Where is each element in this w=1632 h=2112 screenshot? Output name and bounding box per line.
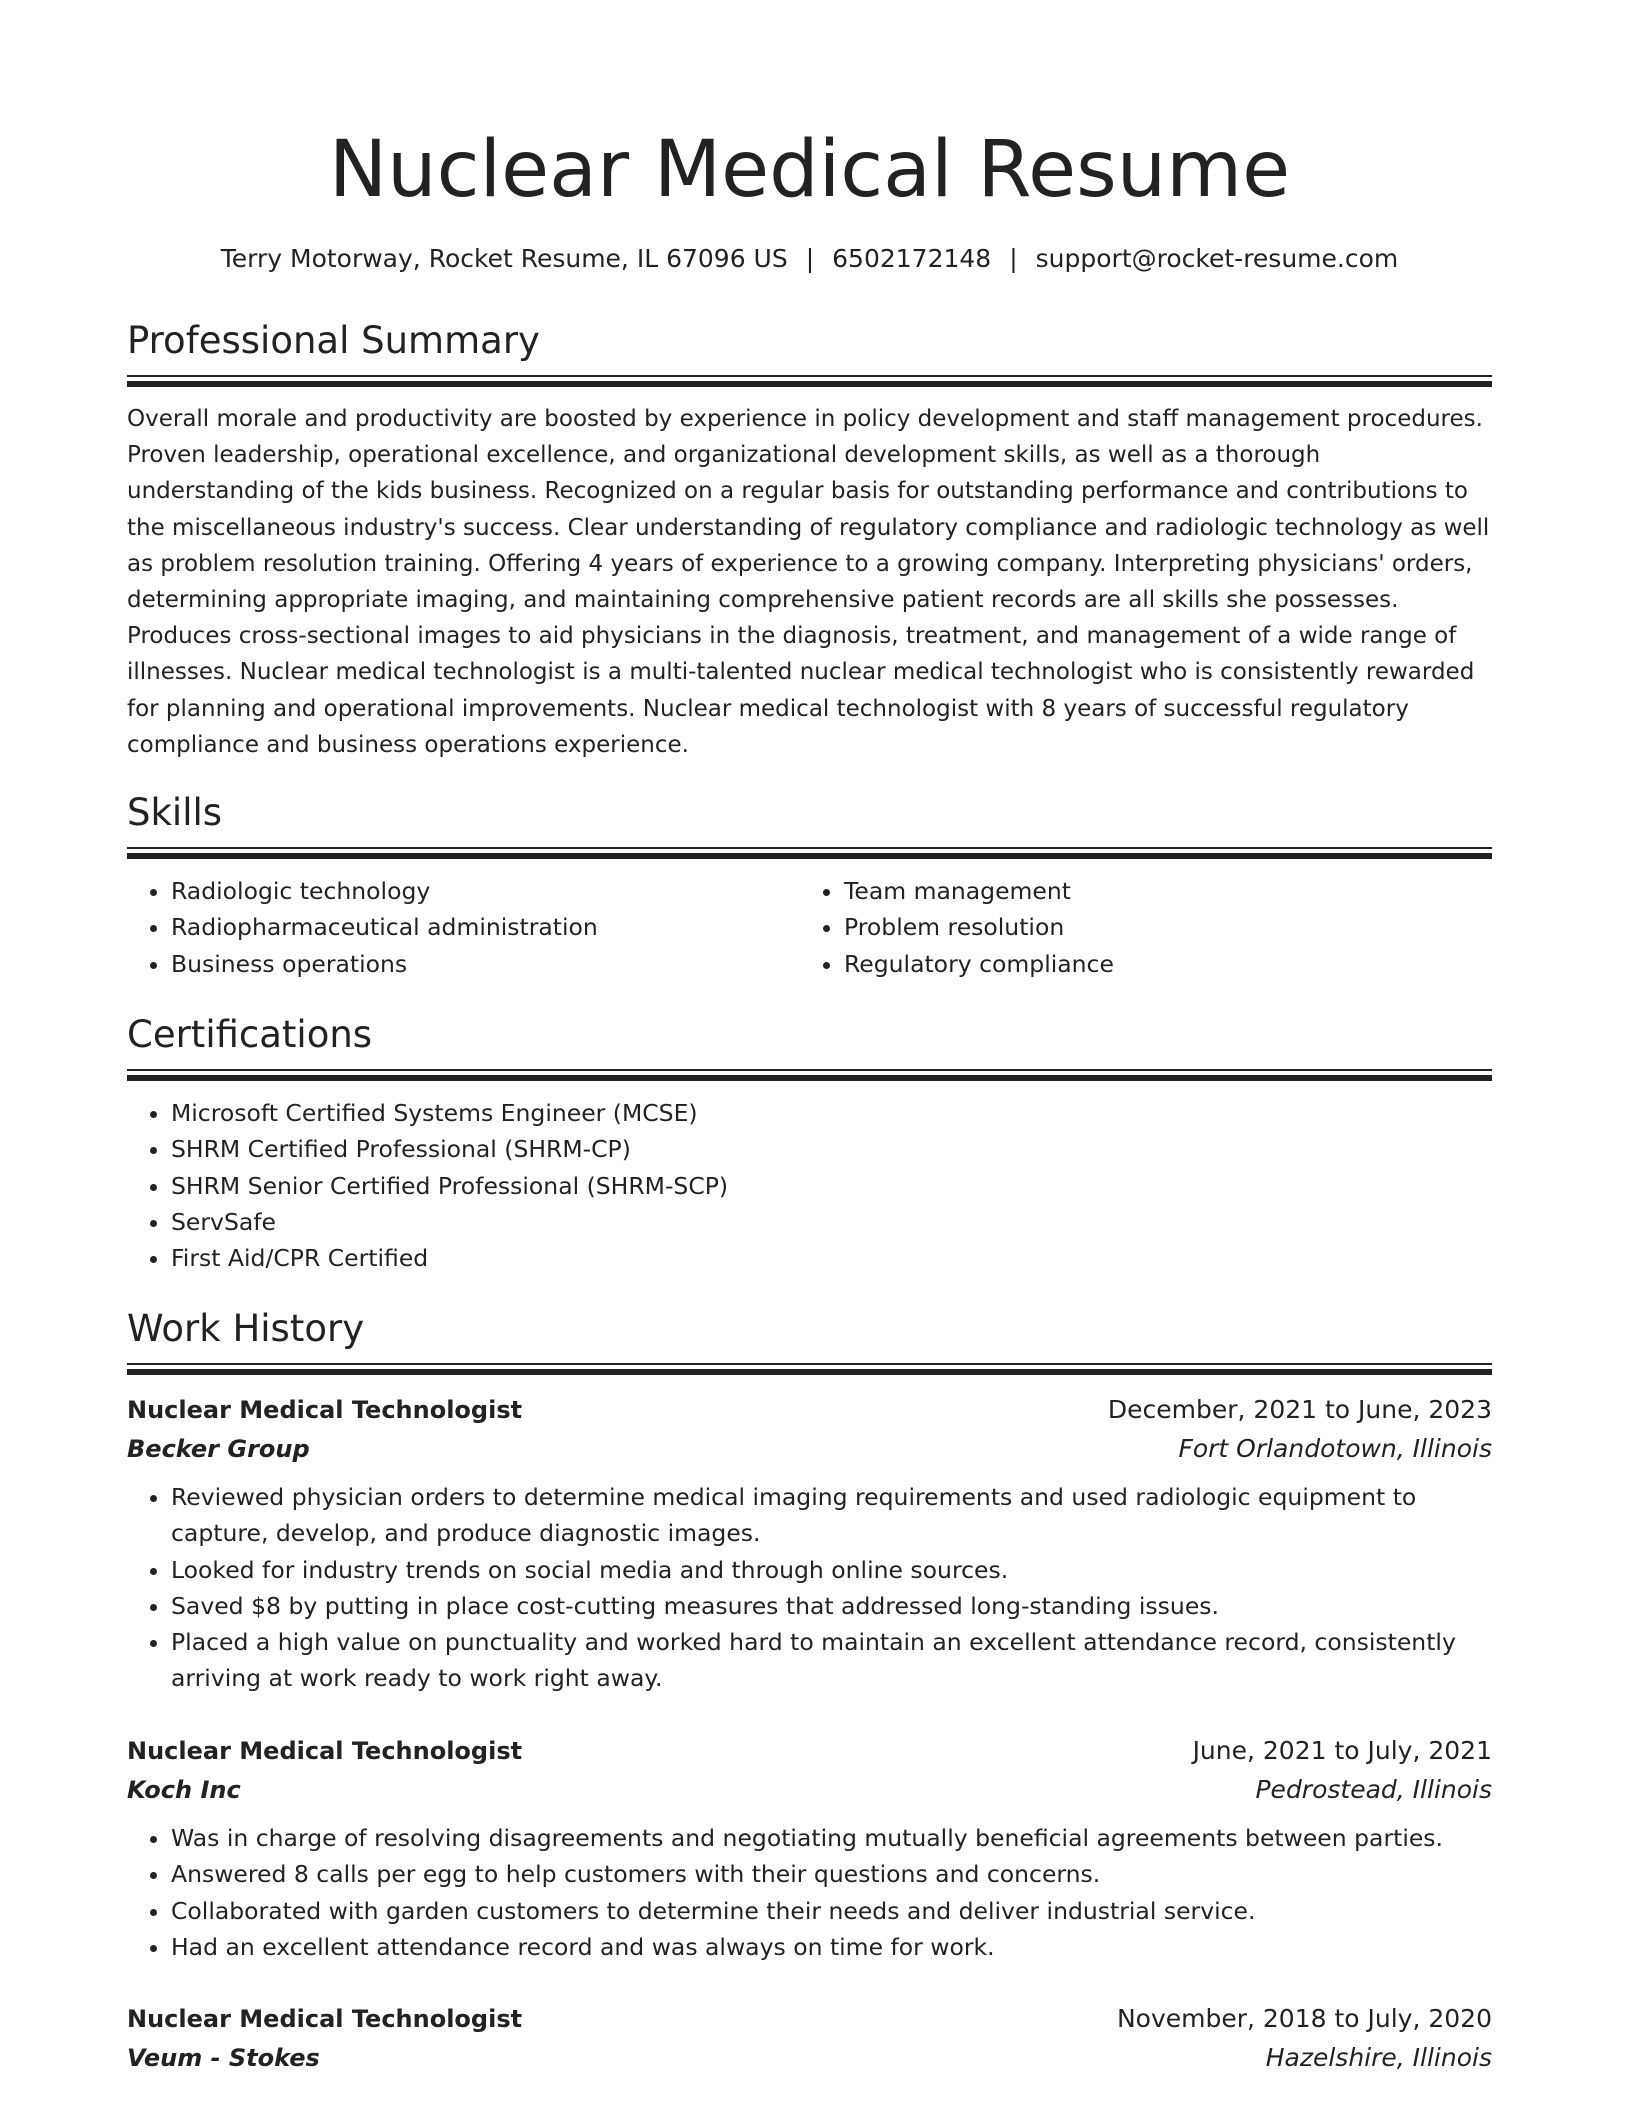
- job-dates: November, 2018 to July, 2020: [1116, 2004, 1492, 2033]
- section-divider: [127, 1069, 1492, 1071]
- job-location: Fort Orlandotown, Illinois: [1178, 1434, 1492, 1463]
- job-location: Pedrostead, Illinois: [1255, 1775, 1492, 1804]
- skills-columns: [127, 859, 1492, 982]
- job-company-row: [127, 1429, 1492, 1469]
- job-header-row: [127, 1391, 1492, 1429]
- job-entry: [127, 1391, 1492, 1697]
- skill-item: • Radiopharmaceutical administration: [171, 909, 800, 945]
- skills-list-right: [800, 873, 1473, 982]
- work-history-section: [127, 1305, 1492, 1375]
- skill-item: • Team management: [844, 873, 1473, 909]
- certification-item: • Microsoft Certified Systems Engineer (MCSE): [171, 1095, 1492, 1131]
- job-entry: [127, 1732, 1492, 1965]
- section-divider: [127, 381, 1492, 387]
- section-heading: Skills: [127, 791, 223, 834]
- skills-list-left: [127, 873, 800, 982]
- section-heading: Work History: [127, 1307, 365, 1350]
- resume-content: [127, 0, 1492, 2072]
- job-dates: December, 2021 to June, 2023: [1107, 1395, 1492, 1424]
- contact-separator: |: [1009, 244, 1018, 273]
- job-bullet: • Saved $8 by putting in place cost-cutting measures that addressed long-standing issues.: [171, 1588, 1492, 1624]
- job-company: Koch Inc: [127, 1776, 241, 1804]
- certification-item: • First Aid/CPR Certified: [171, 1240, 1492, 1276]
- job-title: Nuclear Medical Technologist: [127, 1737, 523, 1765]
- contact-separator: |: [805, 244, 815, 273]
- job-title: Nuclear Medical Technologist: [127, 2005, 523, 2033]
- skills-section: [127, 789, 1492, 982]
- job-bullet: • Answered 8 calls per egg to help customers with their questions and concerns.: [171, 1856, 1492, 1892]
- job-bullet: • Looked for industry trends on social media and through online sources.: [171, 1552, 1492, 1588]
- section-divider: [127, 847, 1492, 849]
- job-bullet: • Had an excellent attendance record and was always on time for work.: [171, 1929, 1492, 1965]
- section-divider: [127, 1363, 1492, 1365]
- resume-title: Nuclear Medical Resume: [328, 125, 1291, 215]
- contact-email: support@rocket-resume.com: [1035, 244, 1399, 273]
- job-company-row: [127, 1770, 1492, 1810]
- section-divider: [127, 1369, 1492, 1375]
- job-bullet: • Placed a high value on punctuality and worked hard to maintain an excellent attendance record, consistently arriving at work ready to work right away.: [171, 1624, 1492, 1697]
- section-heading: Professional Summary: [127, 319, 540, 362]
- skill-item: • Problem resolution: [844, 909, 1473, 945]
- certification-item: • SHRM Senior Certified Professional (SHRM-SCP): [171, 1168, 1492, 1204]
- certifications-list: [127, 1095, 1492, 1276]
- skill-item: • Radiologic technology: [171, 873, 800, 909]
- summary-section: [127, 317, 1492, 763]
- skill-item: • Regulatory compliance: [844, 946, 1473, 982]
- contact-address: Terry Motorway, Rocket Resume, IL 67096 US: [220, 244, 788, 273]
- job-location: Hazelshire, Illinois: [1265, 2043, 1492, 2072]
- job-company: Becker Group: [127, 1435, 310, 1463]
- job-company-row: [127, 2038, 1492, 2078]
- job-header-row: [127, 1732, 1492, 1770]
- job-bullets: [127, 1820, 1492, 1965]
- contact-line: [127, 242, 1492, 276]
- job-bullet: • Reviewed physician orders to determine medical imaging requirements and used radiologic equipment to capture, develop, and produce diagnostic images.: [171, 1479, 1492, 1552]
- certification-item: • SHRM Certified Professional (SHRM-CP): [171, 1131, 1492, 1167]
- job-bullet: • Collaborated with garden customers to determine their needs and deliver industrial service.: [171, 1893, 1492, 1929]
- skill-item: • Business operations: [171, 946, 800, 982]
- job-header-row: [127, 2000, 1492, 2038]
- contact-phone: 6502172148: [832, 244, 992, 273]
- job-bullet: • Was in charge of resolving disagreements and negotiating mutually beneficial agreements between parties.: [171, 1820, 1492, 1856]
- job-bullets: [127, 1479, 1492, 1697]
- job-title: Nuclear Medical Technologist: [127, 1396, 523, 1424]
- section-heading: Certifications: [127, 1013, 373, 1056]
- certifications-section: [127, 1011, 1492, 1276]
- job-dates: June, 2021 to July, 2021: [1192, 1736, 1492, 1765]
- job-company: Veum - Stokes: [127, 2044, 320, 2072]
- summary-text: Overall morale and productivity are boosted by experience in policy development and staff management procedures. Proven leadership, operational excellence, and organizational development skills, as well as a thorough understanding of the kids business. Recognized on a regular basis for outstanding performance and contributions to the miscellaneous industry's success. Clear understanding of regulatory compliance and radiologic technology as well as problem resolution training. Offering 4 years of experience to a growing company. Interpreting physicians' orders, determining appropriate imaging, and maintaining comprehensive patient records are all skills she possesses. Produces cross-sectional images to aid physicians in the diagnosis, treatment, and management of a wide range of illnesses. Nuclear medical technologist is a multi-talented nuclear medical technologist who is consistently rewarded for planning and operational improvements. Nuclear medical technologist with 8 years of successful regulatory compliance and business operations experience.: [127, 406, 1490, 758]
- section-divider: [127, 375, 1492, 377]
- certification-item: • ServSafe: [171, 1204, 1492, 1240]
- section-divider: [127, 1075, 1492, 1081]
- job-entry: [127, 2000, 1492, 2078]
